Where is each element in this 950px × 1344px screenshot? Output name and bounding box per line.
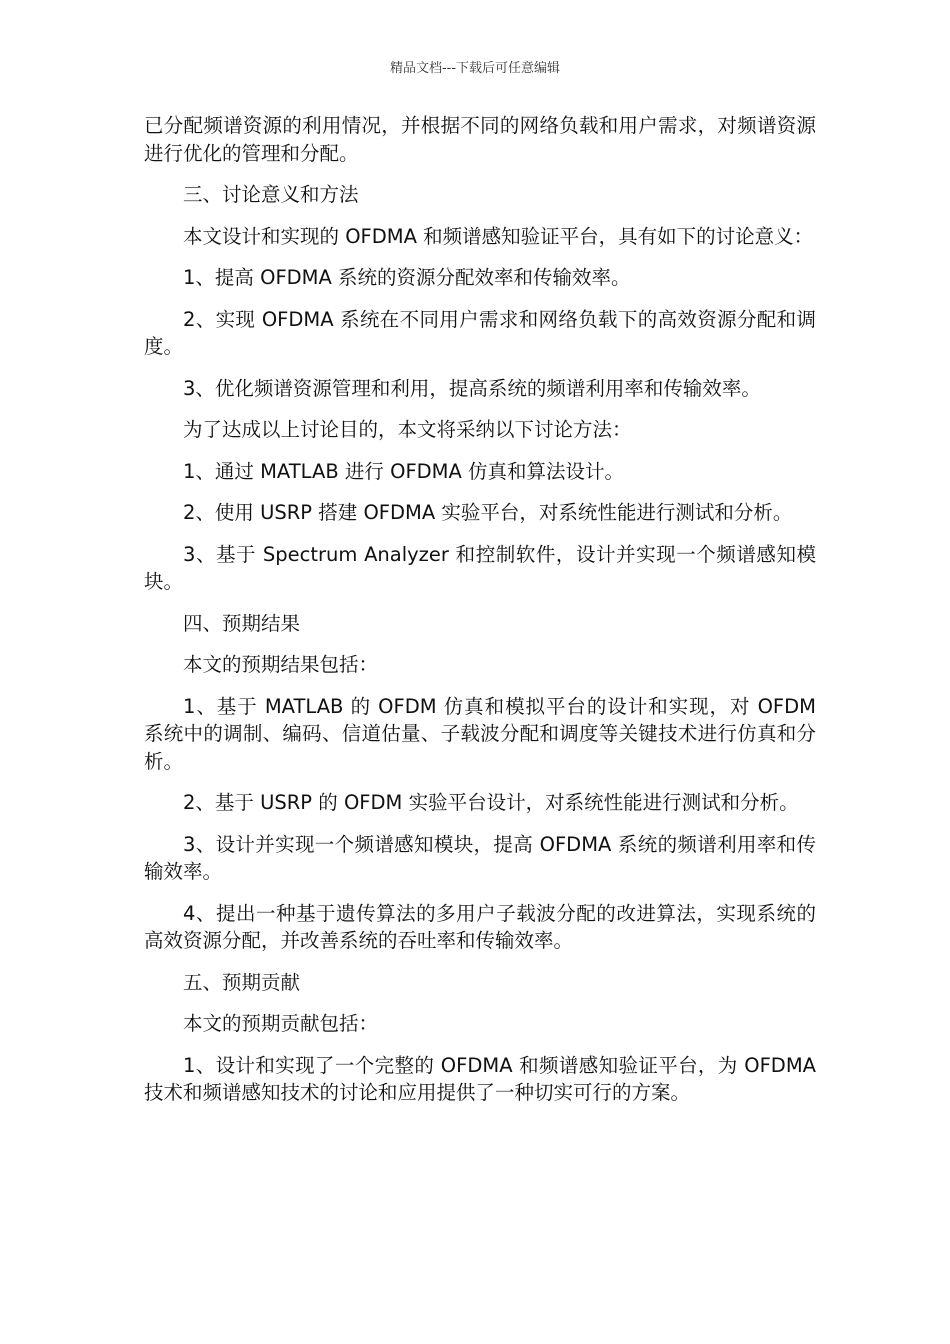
page-header: 精品文档---下载后可任意编辑 — [389, 61, 561, 76]
document-body — [144, 112, 816, 1121]
list-item: 1、提高 OFDMA 系统的资源分配效率和传输效率。 — [183, 266, 631, 289]
section-heading: 四、预期结果 — [183, 611, 301, 635]
section-heading: 三、讨论意义和方法 — [183, 183, 359, 206]
paragraph: 本文的预期结果包括： — [183, 653, 379, 676]
paragraph: 已分配频谱资源的利用情况，并根据不同的网络负载和用户需求，对频谱资源进行优化的管理和分配。 — [144, 114, 816, 165]
list-item: 1、设计和实现了一个完整的 OFDMA 和频谱感知验证平台，为 OFDMA 技术和频谱感知技术的讨论和应用提供了一种切实可行的方案。 — [144, 1053, 816, 1104]
list-item: 1、通过 MATLAB 进行 OFDMA 仿真和算法设计。 — [183, 459, 625, 483]
section-heading: 五、预期贡献 — [183, 970, 301, 994]
list-item: 1、基于 MATLAB 的 OFDM 仿真和模拟平台的设计和实现，对 OFDM 系统中的调制、编码、信道估量、子载波分配和调度等关键技术进行仿真和分析。 — [144, 694, 816, 773]
list-item: 3、基于 Spectrum Analyzer 和控制软件，设计并实现一个频谱感知模块。 — [144, 542, 816, 593]
paragraph: 本文设计和实现的 OFDMA 和频谱感知验证平台，具有如下的讨论意义： — [183, 224, 814, 248]
list-item: 2、实现 OFDMA 系统在不同用户需求和网络负载下的高效资源分配和调度。 — [144, 307, 816, 358]
paragraph: 为了达成以上讨论目的，本文将采纳以下讨论方法： — [183, 418, 632, 441]
list-item: 4、提出一种基于遗传算法的多用户子载波分配的改进算法，实现系统的高效资源分配，并改善系统的吞吐率和传输效率。 — [144, 901, 816, 952]
list-item: 3、设计并实现一个频谱感知模块，提高 OFDMA 系统的频谱利用率和传输效率。 — [144, 832, 816, 883]
list-item: 2、基于 USRP 的 OFDM 实验平台设计，对系统性能进行测试和分析。 — [183, 791, 799, 814]
list-item: 3、优化频谱资源管理和利用，提高系统的频谱利用率和传输效率。 — [183, 376, 761, 400]
list-item: 2、使用 USRP 搭建 OFDMA 实验平台，对系统性能进行测试和分析。 — [183, 501, 793, 524]
paragraph: 本文的预期贡献包括： — [183, 1012, 379, 1035]
